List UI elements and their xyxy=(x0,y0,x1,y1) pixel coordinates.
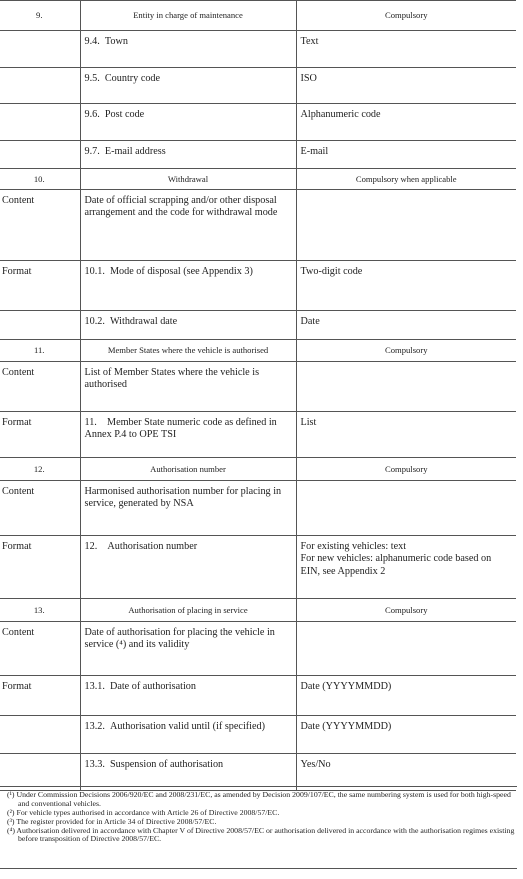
section-requirement: Compulsory when applicable xyxy=(296,169,516,190)
row-label: Content xyxy=(0,362,80,412)
section-title: Entity in charge of maintenance xyxy=(80,1,296,31)
section-number: 9. xyxy=(0,1,80,31)
table-row xyxy=(0,362,516,412)
footnote: (²) For vehicle types authorised in accordance with Article 26 of Directive 2008/57/EC. xyxy=(7,807,280,817)
section-header-row xyxy=(0,1,516,31)
footnote: (⁴) Authorisation delivered in accordance with Chapter V of Directive 2008/57/EC or authorisation delivered in accordance with the authorisation regimes existing before transposition of Directive 2008/57/EC. xyxy=(7,825,515,844)
field-format: Alphanumeric code xyxy=(296,104,516,141)
row-label: Content xyxy=(0,481,80,536)
field-format xyxy=(296,622,516,676)
section-title: Authorisation of placing in service xyxy=(80,599,296,622)
section-header-row xyxy=(0,599,516,622)
field-description: 11. Member State numeric code as defined in Annex P.4 to OPE TSI xyxy=(80,412,296,458)
table-row xyxy=(0,141,516,169)
table-row xyxy=(0,754,516,791)
field-description: 12. Authorisation number xyxy=(80,536,296,599)
section-number: 11. xyxy=(0,340,80,362)
field-description: 9.6. Post code xyxy=(80,104,296,141)
section-header-row xyxy=(0,458,516,481)
field-format: Date (YYYYMMDD) xyxy=(296,716,516,754)
table-row xyxy=(0,261,516,311)
table-row xyxy=(0,31,516,68)
table-body xyxy=(0,1,516,791)
field-format: ISO xyxy=(296,68,516,104)
field-description: 13.1. Date of authorisation xyxy=(80,676,296,716)
row-label: Content xyxy=(0,190,80,261)
row-label xyxy=(0,141,80,169)
section-header-row xyxy=(0,340,516,362)
section-requirement: Compulsory xyxy=(296,340,516,362)
row-label xyxy=(0,104,80,141)
table-row xyxy=(0,311,516,340)
field-description: Date of official scrapping and/or other disposal arrangement and the code for withdrawal mode xyxy=(80,190,296,261)
field-description: 9.4. Town xyxy=(80,31,296,68)
footnote-separator xyxy=(0,786,517,787)
field-format: Two-digit code xyxy=(296,261,516,311)
section-number: 12. xyxy=(0,458,80,481)
field-format: For existing vehicles: text For new vehicles: alphanumeric code based on EIN, see Appendix 2 xyxy=(296,536,516,599)
row-label xyxy=(0,68,80,104)
field-description: 9.5. Country code xyxy=(80,68,296,104)
table-row xyxy=(0,190,516,261)
field-format xyxy=(296,481,516,536)
table-row xyxy=(0,481,516,536)
field-description: Date of authorisation for placing the vehicle in service (⁴) and its validity xyxy=(80,622,296,676)
section-title: Authorisation number xyxy=(80,458,296,481)
table-row xyxy=(0,536,516,599)
footnotes xyxy=(7,791,517,844)
row-label xyxy=(0,31,80,68)
field-description: 9.7. E-mail address xyxy=(80,141,296,169)
table-row xyxy=(0,68,516,104)
row-label: Format xyxy=(0,676,80,716)
section-requirement: Compulsory xyxy=(296,1,516,31)
row-label: Format xyxy=(0,412,80,458)
field-format xyxy=(296,362,516,412)
section-number: 10. xyxy=(0,169,80,190)
row-label xyxy=(0,716,80,754)
row-label: Format xyxy=(0,261,80,311)
field-description: 13.2. Authorisation valid until (if specified) xyxy=(80,716,296,754)
field-format xyxy=(296,190,516,261)
field-description: 13.3. Suspension of authorisation xyxy=(80,754,296,791)
field-format: Text xyxy=(296,31,516,68)
table-row xyxy=(0,104,516,141)
row-label xyxy=(0,754,80,791)
section-title: Withdrawal xyxy=(80,169,296,190)
field-description: Harmonised authorisation number for placing in service, generated by NSA xyxy=(80,481,296,536)
section-number: 13. xyxy=(0,599,80,622)
section-header-row xyxy=(0,169,516,190)
field-description: 10.1. Mode of disposal (see Appendix 3) xyxy=(80,261,296,311)
table-row xyxy=(0,676,516,716)
field-description: 10.2. Withdrawal date xyxy=(80,311,296,340)
section-title: Member States where the vehicle is authorised xyxy=(80,340,296,362)
field-format: Date (YYYYMMDD) xyxy=(296,676,516,716)
field-format: Date xyxy=(296,311,516,340)
table-row xyxy=(0,412,516,458)
row-label xyxy=(0,311,80,340)
row-label: Content xyxy=(0,622,80,676)
field-format: List xyxy=(296,412,516,458)
table-row xyxy=(0,716,516,754)
field-format: Yes/No xyxy=(296,754,516,791)
row-label: Format xyxy=(0,536,80,599)
section-requirement: Compulsory xyxy=(296,458,516,481)
page-end-rule xyxy=(0,868,517,869)
section-requirement: Compulsory xyxy=(296,599,516,622)
footnote: (³) The register provided for in Article 34 of Directive 2008/57/EC. xyxy=(7,816,217,826)
field-description: List of Member States where the vehicle is authorised xyxy=(80,362,296,412)
footnote: (¹) Under Commission Decisions 2006/920/EC and 2008/231/EC, as amended by Decision 2009/107/EC, the same numbering system is used for both high-speed and conventional vehicles. xyxy=(7,790,511,808)
table-row xyxy=(0,622,516,676)
field-format: E-mail xyxy=(296,141,516,169)
